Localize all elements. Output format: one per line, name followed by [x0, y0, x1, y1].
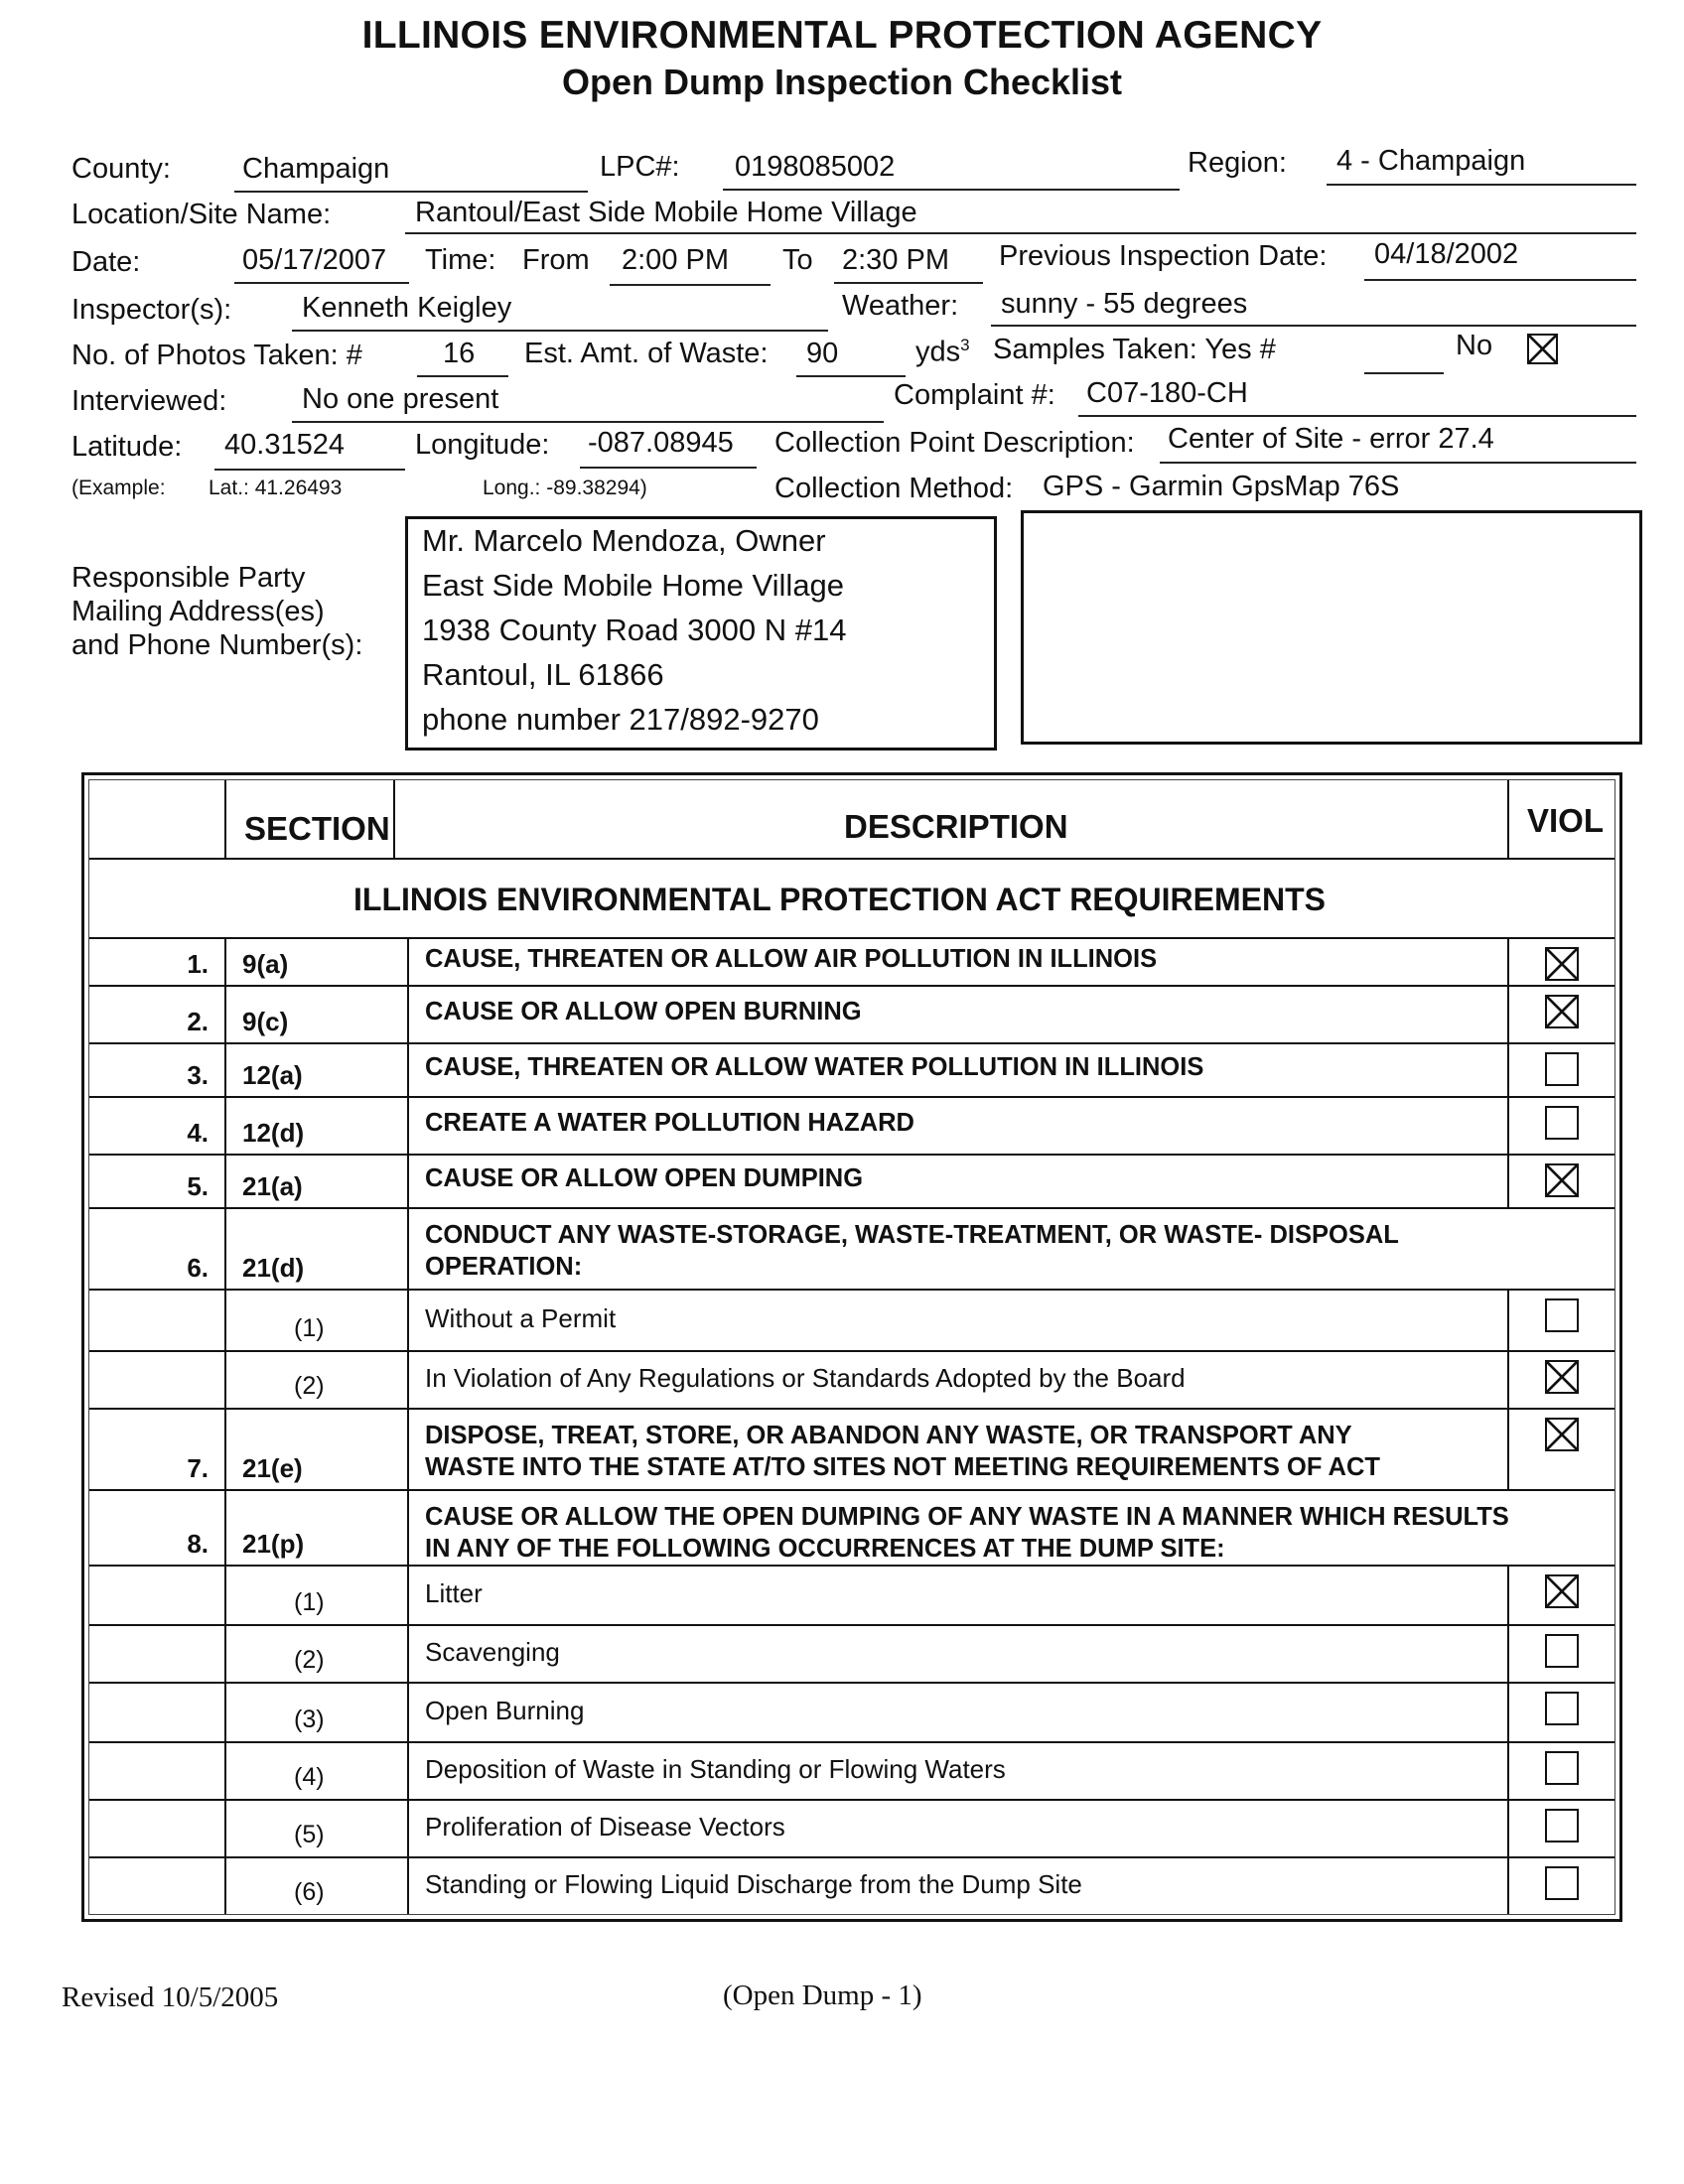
requirement-description: Standing or Flowing Liquid Discharge from the Dump Site — [425, 1869, 1082, 1899]
interviewed-underline — [292, 421, 884, 423]
example-lat: Lat.: 41.26493 — [209, 477, 343, 499]
requirement-description: DISPOSE, TREAT, STORE, OR ABANDON ANY WASTE, OR TRANSPORT ANY — [425, 1422, 1352, 1449]
section-code: 21(p) — [242, 1529, 305, 1559]
column-divider — [224, 1207, 226, 1289]
violation-checkbox[interactable] — [1545, 947, 1579, 981]
row-divider — [89, 1799, 1614, 1801]
column-divider — [407, 1856, 409, 1914]
cpd-underline — [1160, 462, 1636, 464]
violation-checkbox[interactable] — [1545, 1574, 1579, 1608]
column-divider — [1507, 1565, 1509, 1624]
row-number: 3. — [187, 1060, 209, 1090]
revised-date: Revised 10/5/2005 — [62, 1981, 279, 2013]
column-divider — [1507, 1856, 1509, 1914]
row-divider — [89, 1682, 1614, 1684]
complaint-label: Complaint #: — [894, 379, 1055, 411]
x-mark-icon — [1547, 997, 1577, 1026]
column-divider — [407, 985, 409, 1042]
region-value[interactable]: 4 - Champaign — [1336, 145, 1526, 177]
column-divider — [407, 1096, 409, 1154]
interviewed-label: Interviewed: — [71, 385, 227, 417]
column-divider — [407, 1799, 409, 1856]
address-line: Mr. Marcelo Mendoza, Owner — [422, 523, 826, 558]
violation-checkbox[interactable] — [1545, 1360, 1579, 1394]
section-code: 21(e) — [242, 1453, 303, 1483]
complaint-underline — [1078, 415, 1636, 417]
row-divider — [89, 1289, 1614, 1291]
photos-underline — [417, 375, 508, 377]
column-divider — [224, 1154, 226, 1207]
row-divider — [89, 1154, 1614, 1156]
form-title: Open Dump Inspection Checklist — [561, 62, 1123, 102]
violation-checkbox[interactable] — [1545, 1298, 1579, 1332]
cpd-value[interactable]: Center of Site - error 27.4 — [1168, 423, 1494, 455]
subsection-code: (6) — [294, 1878, 325, 1906]
weather-value[interactable]: sunny - 55 degrees — [1001, 288, 1248, 320]
responsible-label-2: Mailing Address(es) — [71, 596, 325, 627]
x-mark-icon — [1529, 336, 1556, 362]
column-divider — [407, 1741, 409, 1799]
x-mark-icon — [1547, 1420, 1577, 1449]
row-divider — [89, 1408, 1614, 1410]
latitude-underline — [214, 469, 405, 471]
complaint-value[interactable]: C07-180-CH — [1086, 377, 1248, 409]
prev-date-value[interactable]: 04/18/2002 — [1374, 238, 1519, 270]
weather-underline — [991, 325, 1636, 327]
requirement-description: Deposition of Waste in Standing or Flowing Waters — [425, 1754, 1006, 1784]
date-value[interactable]: 05/17/2007 — [242, 244, 387, 276]
column-divider — [224, 1289, 226, 1350]
lpc-value[interactable]: 0198085002 — [735, 151, 896, 183]
column-divider — [224, 1350, 226, 1408]
waste-underline — [796, 375, 906, 377]
section-code: 9(a) — [242, 949, 289, 979]
date-underline — [234, 282, 409, 284]
row-divider — [89, 1856, 1614, 1858]
column-divider — [1507, 1624, 1509, 1682]
time-to-underline — [834, 282, 983, 284]
inspector-label: Inspector(s): — [71, 294, 232, 326]
agency-title: ILLINOIS ENVIRONMENTAL PROTECTION AGENCY — [361, 14, 1323, 57]
section-code: 9(c) — [242, 1007, 289, 1036]
address-line: phone number 217/892-9270 — [422, 702, 819, 737]
address-line: 1938 County Road 3000 N #14 — [422, 613, 847, 647]
row-divider — [89, 985, 1614, 987]
violation-checkbox[interactable] — [1545, 1418, 1579, 1451]
column-divider — [224, 1741, 226, 1799]
requirement-description: OPERATION: — [425, 1253, 583, 1281]
requirement-description: CREATE A WATER POLLUTION HAZARD — [425, 1109, 914, 1137]
cm-value[interactable]: GPS - Garmin GpsMap 76S — [1043, 471, 1400, 502]
viol-header: VIOL — [1527, 802, 1605, 839]
section-code: 12(a) — [242, 1060, 303, 1090]
row-divider — [89, 1207, 1614, 1209]
column-divider — [1507, 780, 1509, 858]
column-divider — [1507, 985, 1509, 1042]
column-divider — [224, 1624, 226, 1682]
column-divider — [224, 1408, 226, 1489]
longitude-value[interactable]: -087.08945 — [588, 427, 734, 459]
requirement-description: CONDUCT ANY WASTE-STORAGE, WASTE-TREATMENT, OR WASTE- DISPOSAL — [425, 1221, 1399, 1249]
column-divider — [1507, 1408, 1509, 1489]
samples-no-checkbox[interactable] — [1527, 334, 1558, 364]
prev-date-underline — [1364, 279, 1636, 281]
address-line: Rantoul, IL 61866 — [422, 657, 664, 692]
column-divider — [224, 1799, 226, 1856]
column-divider — [1507, 1350, 1509, 1408]
violation-checkbox[interactable] — [1545, 1866, 1579, 1900]
subsection-code: (1) — [294, 1314, 325, 1342]
subsection-code: (5) — [294, 1821, 325, 1848]
row-number: 1. — [187, 949, 209, 979]
subsection-code: (4) — [294, 1763, 325, 1791]
time-from-value[interactable]: 2:00 PM — [622, 244, 729, 276]
samples-yes-underline — [1364, 372, 1444, 374]
section-code: 21(d) — [242, 1253, 305, 1283]
longitude-underline — [580, 467, 757, 469]
lpc-label: LPC#: — [600, 151, 680, 183]
samples-no-label: No — [1456, 330, 1493, 361]
column-divider — [393, 780, 395, 858]
cpd-label: Collection Point Description: — [774, 427, 1135, 459]
section-code: 21(a) — [242, 1171, 303, 1201]
column-divider — [1507, 1042, 1509, 1096]
row-number: 4. — [187, 1118, 209, 1148]
group-title: ILLINOIS ENVIRONMENTAL PROTECTION ACT REQUIREMENTS — [353, 882, 1326, 917]
row-number: 2. — [187, 1007, 209, 1036]
photos-label: No. of Photos Taken: # — [71, 340, 362, 371]
column-divider — [1507, 1741, 1509, 1799]
row-divider — [89, 858, 1614, 860]
description-header: DESCRIPTION — [844, 808, 1068, 845]
subsection-code: (3) — [294, 1706, 325, 1733]
column-divider — [407, 937, 409, 985]
violation-checkbox[interactable] — [1545, 1692, 1579, 1725]
column-divider — [407, 1154, 409, 1207]
column-divider — [407, 1489, 409, 1565]
requirement-description: Proliferation of Disease Vectors — [425, 1812, 785, 1842]
requirement-description: Without a Permit — [425, 1303, 617, 1333]
column-divider — [224, 1096, 226, 1154]
cm-label: Collection Method: — [774, 473, 1014, 504]
photos-value[interactable]: 16 — [443, 338, 476, 369]
section-code: 12(d) — [242, 1118, 305, 1148]
latitude-label: Latitude: — [71, 431, 183, 463]
requirement-description: CAUSE, THREATEN OR ALLOW WATER POLLUTION IN ILLINOIS — [425, 1053, 1204, 1081]
example-label: (Example: — [71, 477, 166, 499]
column-divider — [1507, 1682, 1509, 1741]
row-divider — [89, 1042, 1614, 1044]
interviewed-value[interactable]: No one present — [302, 383, 499, 415]
violation-checkbox[interactable] — [1545, 995, 1579, 1028]
row-number: 5. — [187, 1171, 209, 1201]
column-divider — [407, 1042, 409, 1096]
column-divider — [224, 1682, 226, 1741]
time-label: Time: — [425, 244, 496, 276]
column-divider — [1507, 1096, 1509, 1154]
time-from-label: From — [522, 244, 590, 276]
weather-label: Weather: — [842, 290, 959, 322]
column-divider — [224, 1042, 226, 1096]
location-label: Location/Site Name: — [71, 199, 332, 230]
secondary-address-box[interactable] — [1021, 510, 1642, 745]
requirement-description: Open Burning — [425, 1696, 585, 1725]
violation-checkbox[interactable] — [1545, 1106, 1579, 1140]
row-divider — [89, 1350, 1614, 1352]
time-to-label: To — [782, 244, 813, 276]
row-divider — [89, 937, 1614, 939]
x-mark-icon — [1547, 1165, 1577, 1195]
prev-date-label: Previous Inspection Date: — [999, 240, 1328, 272]
date-label: Date: — [71, 246, 141, 278]
county-underline — [234, 191, 588, 193]
county-value[interactable]: Champaign — [242, 153, 390, 185]
requirement-description: Scavenging — [425, 1637, 560, 1667]
address-line: East Side Mobile Home Village — [422, 568, 845, 603]
inspector-value[interactable]: Kenneth Keigley — [302, 292, 512, 324]
waste-unit: yds$^3$ — [915, 336, 970, 368]
violation-checkbox[interactable] — [1545, 1634, 1579, 1668]
column-divider — [224, 1489, 226, 1565]
x-mark-icon — [1547, 1362, 1577, 1392]
requirement-description: WASTE INTO THE STATE AT/TO SITES NOT MEETING REQUIREMENTS OF ACT — [425, 1453, 1380, 1481]
row-number: 7. — [187, 1453, 209, 1483]
requirements-table — [81, 772, 1622, 1922]
latitude-value[interactable]: 40.31524 — [224, 429, 345, 461]
column-divider — [407, 1682, 409, 1741]
location-value[interactable]: Rantoul/East Side Mobile Home Village — [415, 197, 917, 228]
time-from-underline — [610, 284, 771, 286]
time-to-value[interactable]: 2:30 PM — [842, 244, 949, 276]
requirement-description: CAUSE, THREATEN OR ALLOW AIR POLLUTION IN ILLINOIS — [425, 945, 1158, 973]
longitude-label: Longitude: — [415, 429, 550, 461]
column-divider — [407, 1289, 409, 1350]
row-number: 8. — [187, 1529, 209, 1559]
requirement-description: CAUSE OR ALLOW OPEN DUMPING — [425, 1164, 864, 1192]
violation-checkbox[interactable] — [1545, 1751, 1579, 1785]
requirement-description: In Violation of Any Regulations or Standards Adopted by the Board — [425, 1363, 1186, 1393]
row-divider — [89, 1096, 1614, 1098]
row-divider — [89, 1565, 1614, 1567]
row-divider — [89, 1624, 1614, 1626]
waste-value[interactable]: 90 — [806, 338, 839, 369]
waste-label: Est. Amt. of Waste: — [524, 338, 769, 369]
lpc-underline — [723, 189, 1180, 191]
column-divider — [224, 1565, 226, 1624]
row-number: 6. — [187, 1253, 209, 1283]
row-divider — [89, 1741, 1614, 1743]
x-mark-icon — [1547, 949, 1577, 979]
violation-checkbox[interactable] — [1545, 1163, 1579, 1197]
responsible-address-box[interactable] — [405, 516, 997, 751]
column-divider — [224, 937, 226, 985]
row-divider — [89, 1489, 1614, 1491]
column-divider — [1507, 1799, 1509, 1856]
subsection-code: (2) — [294, 1646, 325, 1674]
column-divider — [407, 1565, 409, 1624]
column-divider — [407, 1207, 409, 1289]
column-divider — [224, 780, 226, 858]
subsection-code: (1) — [294, 1588, 325, 1616]
column-divider — [1507, 937, 1509, 985]
county-label: County: — [71, 153, 171, 185]
samples-label: Samples Taken: Yes # — [993, 334, 1276, 365]
requirements-table-grid — [88, 779, 1615, 1915]
x-mark-icon — [1547, 1576, 1577, 1606]
example-long: Long.: -89.38294) — [483, 477, 647, 499]
requirement-description: CAUSE OR ALLOW THE OPEN DUMPING OF ANY WASTE IN A MANNER WHICH RESULTS — [425, 1503, 1509, 1531]
inspector-underline — [292, 330, 828, 332]
column-divider — [224, 1856, 226, 1914]
requirement-description: CAUSE OR ALLOW OPEN BURNING — [425, 998, 862, 1025]
column-divider — [1507, 1289, 1509, 1350]
violation-checkbox[interactable] — [1545, 1809, 1579, 1843]
responsible-label-1: Responsible Party — [71, 562, 306, 594]
column-divider — [407, 1350, 409, 1408]
responsible-label-3: and Phone Number(s): — [71, 629, 363, 661]
section-header: SECTION — [244, 810, 390, 847]
location-underline — [405, 232, 1636, 234]
column-divider — [407, 1408, 409, 1489]
requirement-description: Litter — [425, 1578, 483, 1608]
column-divider — [1507, 1154, 1509, 1207]
subsection-code: (2) — [294, 1372, 325, 1400]
requirement-description: IN ANY OF THE FOLLOWING OCCURRENCES AT THE DUMP SITE: — [425, 1535, 1225, 1563]
region-label: Region: — [1188, 147, 1287, 179]
column-divider — [224, 985, 226, 1042]
region-underline — [1327, 184, 1636, 186]
violation-checkbox[interactable] — [1545, 1052, 1579, 1086]
page-label: (Open Dump - 1) — [723, 1979, 922, 2011]
column-divider — [407, 1624, 409, 1682]
